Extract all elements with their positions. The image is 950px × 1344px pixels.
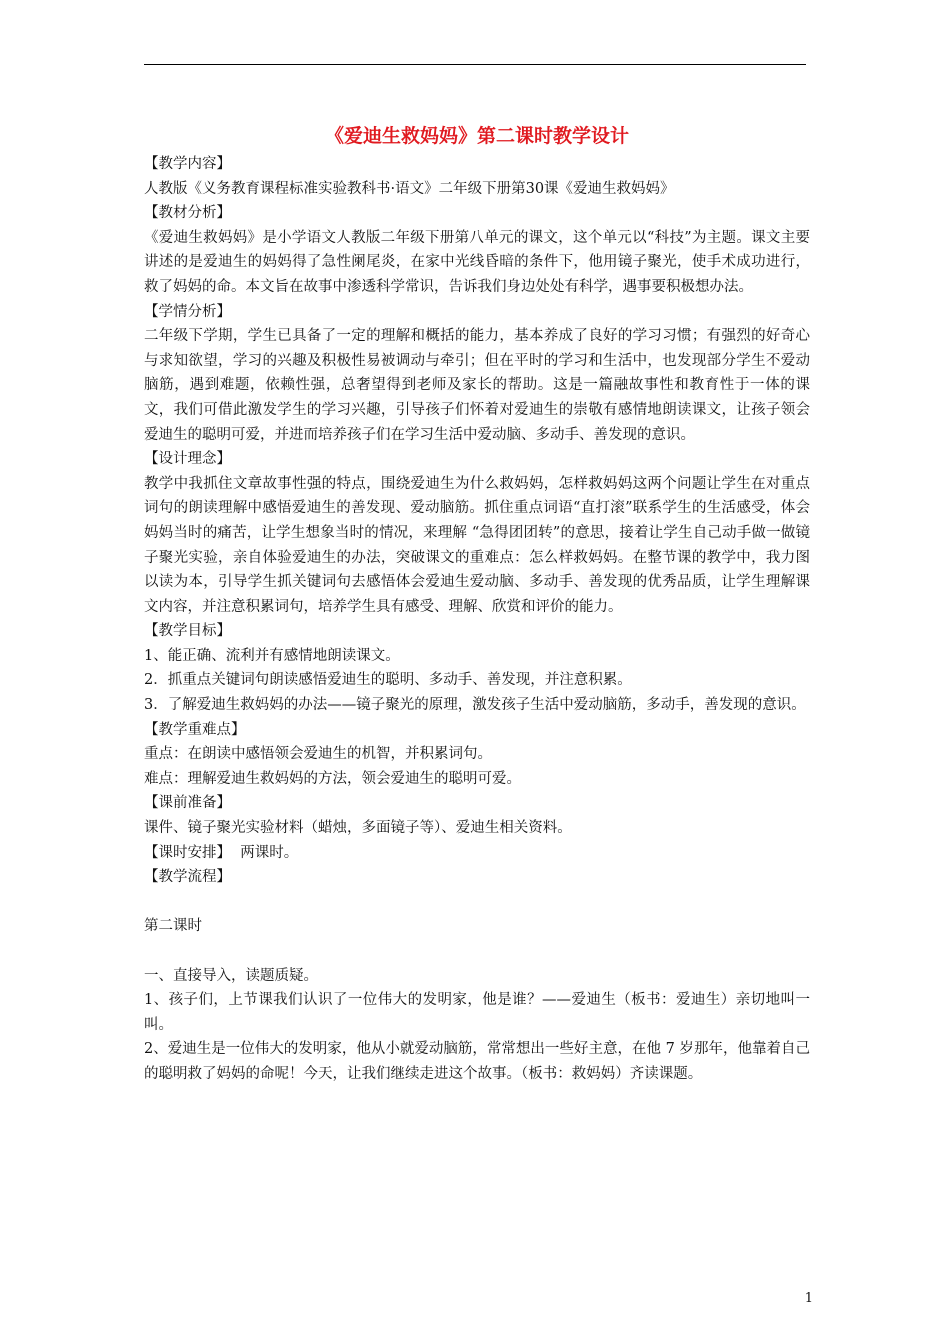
preparation-text: 课件、镜子聚光实验材料（蜡烛，多面镜子等）、爱迪生相关资料。 [144,820,572,837]
spacer [144,890,810,915]
step-item: 2、爱迪生是一位伟大的发明家，他从小就爱动脑筋，常常想出一些好主意，在他 7 岁那年，他靠着自己的聪明救了妈妈的命呢！今天，让我们继续走进这个故事。（板书：救妈妈）齐读课题。 [144,1041,810,1082]
heading-teaching-content: 【教学内容】 [144,156,231,172]
heading-material-analysis: 【教材分析】 [144,205,231,222]
heading-design-concept: 【设计理念】 [144,451,231,468]
design-concept-text: 教学中我抓住文章故事性强的特点，围绕爱迪生为什么救妈妈，怎样救妈妈这两个问题让学生在对重点词句的朗读理解中感悟爱迪生的善发现、爱动脑筋。抓住重点词语“直打滚”联系学生的生活感受，体会妈妈当时的痛苦，让学生想象当时的情况，来理解 “急得团团转”的意思，接着让学生自己动手做一做镜子聚光实验，亲自体验爱迪生的办法，突破课文的重难点：怎么样救妈妈。在整节课的教学中，我力图以读为本，引导学生抓关键词句去感悟体会爱迪生爱动脑、多动手、善发现的优秀品质，让学生理解课文内容，并注意积累词句，培养学生具有感受、理解、欣赏和评价的能力。 [144,475,810,615]
schedule-text: 两课时。 [240,844,299,861]
header-rule [144,64,806,65]
lesson-label: 第二课时 [144,918,202,935]
goal-item: 3．了解爱迪生救妈妈的办法——镜子聚光的原理，激发孩子生活中爱动脑筋，多动手，善发现的意识。 [144,697,806,714]
goal-item: 2．抓重点关键词句朗读感悟爱迪生的聪明、多动手、善发现，并注意积累。 [144,672,632,689]
heading-student-analysis: 【学情分析】 [144,303,231,320]
step-item: 1、孩子们，上节课我们认识了一位伟大的发明家，他是谁？——爱迪生（板书：爱迪生）亲切地叫一叫。 [144,992,810,1033]
page-number: 1 [804,1291,813,1306]
difficult-point-text: 难点：理解爱迪生救妈妈的方法，领会爱迪生的聪明可爱。 [144,770,521,787]
heading-preparation: 【课前准备】 [144,795,231,812]
goal-item: 1、能正确、流利并有感情地朗读课文。 [144,647,400,664]
student-analysis-text: 二年级下学期，学生已具备了一定的理解和概括的能力，基本养成了良好的学习习惯；有强烈的好奇心与求知欲望，学习的兴趣及积极性易被调动与牵引；但在平时的学习和生活中，也发现部分学生不爱动脑筋，遇到难题，依赖性强，总奢望得到老师及家长的帮助。这是一篇融故事性和教育性于一体的课文，我们可借此激发学生的学习兴趣，引导孩子们怀着对爱迪生的崇敬有感情地朗读课文，让孩子领会爱迪生的聪明可爱，并进而培养孩子们在学习生活中爱动脑、多动手、善发现的意识。 [144,328,810,443]
heading-teaching-goals: 【教学目标】 [144,623,231,640]
heading-teaching-flow: 【教学流程】 [144,869,231,886]
material-analysis-text: 《爱迪生救妈妈》是小学语文人教版二年级下册第八单元的课文，这个单元以“科技”为主题。课文主要讲述的是爱迪生的妈妈得了急性阑尾炎，在家中光线昏暗的条件下，他用镜子聚光，使手术成功进行，救了妈妈的命。本文旨在故事中渗透科学常识，告诉我们身边处处有科学，遇事要积极想办法。 [144,229,810,295]
document-body [144,120,810,1087]
heading-schedule: 【课时安排】 [144,844,231,861]
heading-key-points: 【教学重难点】 [144,721,246,738]
teaching-content-text: 人教版《义务教育课程标准实验教科书·语文》二年级下册第30课《爱迪生救妈妈》 [144,180,675,197]
document-title: 《爱迪生救妈妈》第二课时教学设计 [324,125,629,147]
key-point-text: 重点：在朗读中感悟领会爱迪生的机智，并积累词句。 [144,746,492,763]
schedule-line [144,841,810,866]
spacer [144,939,810,964]
step-heading: 一、直接导入，读题质疑。 [144,967,318,984]
